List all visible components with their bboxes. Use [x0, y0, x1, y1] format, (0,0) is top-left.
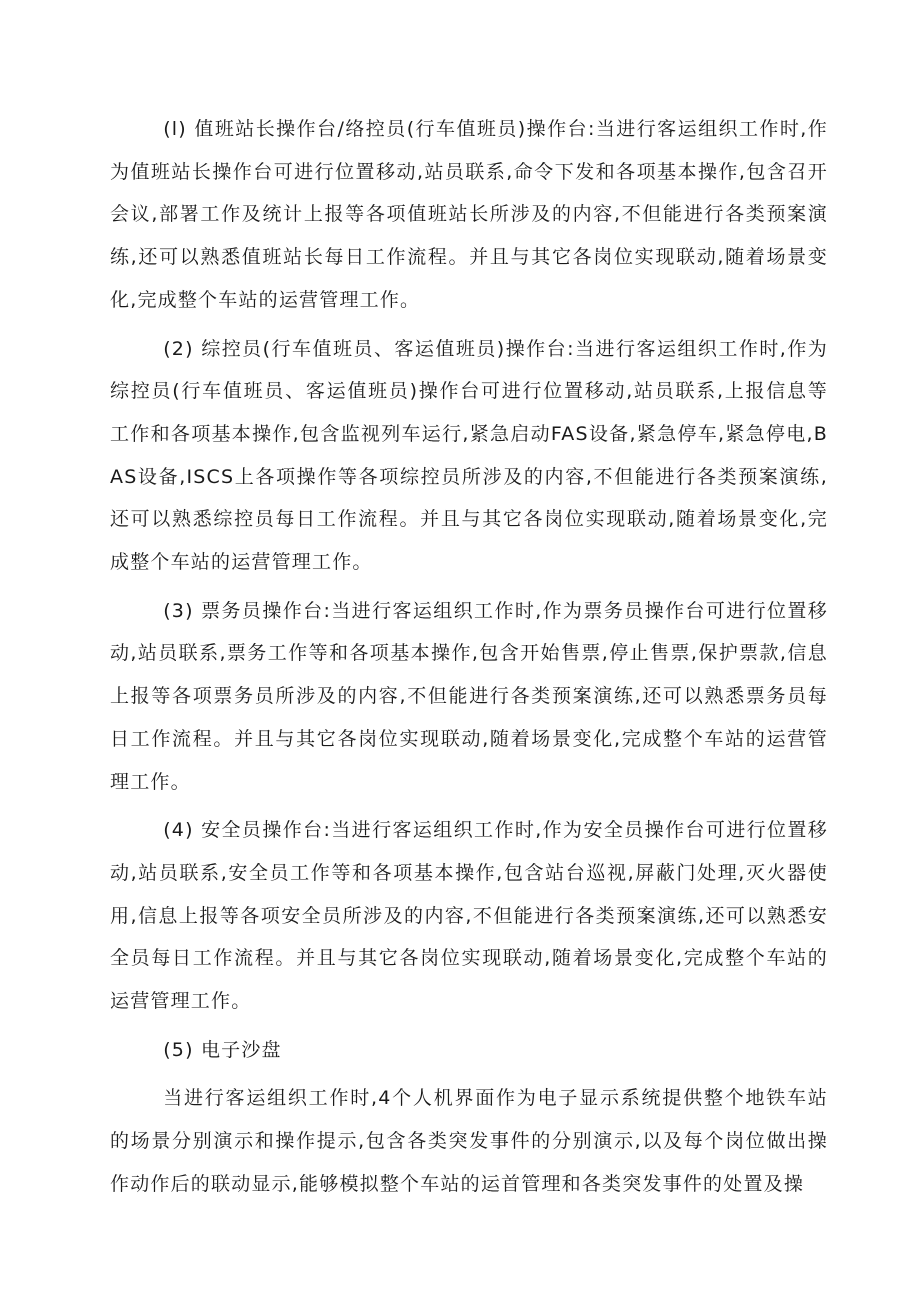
paragraph-electronic-sandbox: 当进行客运组织工作时,4个人机界面作为电子显示系统提供整个地铁车站的场景分别演示和操作提示,包含各类突发事件的分别演示,以及每个岗位做出操作动作后的联动显示,能够模拟整个车站的运首管理和各类突发事件的处置及操 [110, 1087, 828, 1195]
paragraph-ticket-clerk-console: (3) 票务员操作台:当进行客运组织工作时,作为票务员操作台可进行位置移动,站员联系,票务工作等和各项基本操作,包含开始售票,停止售票,保护票款,信息上报等各项票务员所涉及的内容,不但能进行各类预案演练,还可以熟悉票务员每日工作流程。并且与其它各岗位实现联动,随着场景变化,完成整个车站的运营管理工作。 [110, 599, 828, 793]
paragraph-safety-officer-console: (4) 安全员操作台:当进行客运组织工作时,作为安全员操作台可进行位置移动,站员联系,安全员工作等和各项基本操作,包含站台巡视,屏蔽门处理,灭火器使用,信息上报等各项安全员所涉及的内容,不但能进行各类预案演练,还可以熟悉安全员每日工作流程。并且与其它各岗位实现联动,随着场景变化,完成整个车站的运营管理工作。 [110, 819, 828, 1013]
document-body [110, 108, 828, 1212]
paragraph-station-master-console: (l) 值班站长操作台/络控员(行车值班员)操作台:当进行客运组织工作时,作为值班站长操作台可进行位置移动,站员联系,命令下发和各项基本操作,包含召开会议,部署工作及统计上报等各项值班站长所涉及的内容,不但能进行各类预案演练,还可以熟悉值班站长每日工作流程。并且与其它各岗位实现联动,随着场景变化,完成整个车站的运营管理工作。 [110, 118, 828, 311]
paragraph-integrated-controller-console: (2) 综控员(行车值班员、客运值班员)操作台:当进行客运组织工作时,作为综控员(行车值班员、客运值班员)操作台可进行位置移动,站员联系,上报信息等工作和各项基本操作,包含监视列车运行,紧急启动FAS设备,紧急停车,紧急停电,BAS设备,ISCS上各项操作等各项综控员所涉及的内容,不但能进行各类预案演练,还可以熟悉综控员每日工作流程。并且与其它各岗位实现联动,随着场景变化,完成整个车站的运营管理工作。 [110, 337, 828, 574]
section-heading-electronic-sandbox: (5) 电子沙盘 [163, 1038, 282, 1061]
